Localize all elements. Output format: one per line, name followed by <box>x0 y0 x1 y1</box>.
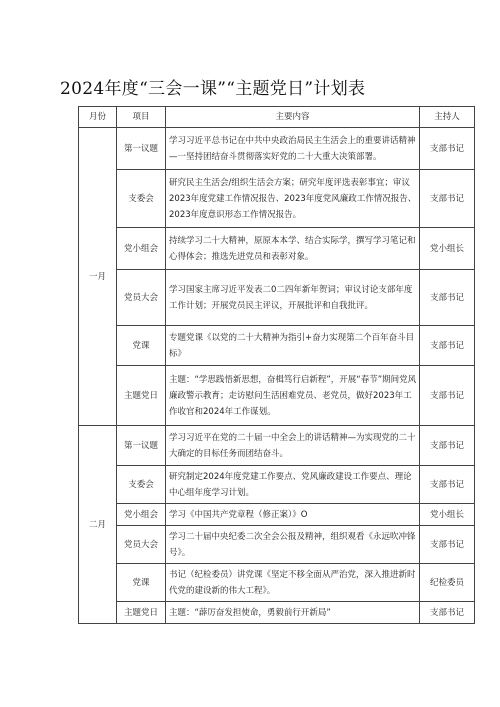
host-cell: 纪检委员 <box>420 564 475 602</box>
host-cell: 支部书记 <box>420 128 475 170</box>
content-cell: 主题：“学思践悟新思想，奋楫笃行启新程”，开展“春节”期间党风廉政警示教育；走访慰问生活困难党员、老党员，做好2023年工作收官和2024年工作谋划。 <box>166 366 420 426</box>
host-cell: 支部书记 <box>420 526 475 564</box>
table-row <box>79 270 475 326</box>
content-cell: 学习《中国共产党章程（修正案）》O <box>166 504 420 526</box>
item-cell: 第一议题 <box>117 128 166 170</box>
month-cell-feb: 二月 <box>79 426 117 624</box>
content-cell: 专题党课《以党的二十大精神为指引+奋力实现第二个百年奋斗目标》 <box>166 326 420 366</box>
table-row <box>79 466 475 504</box>
content-cell: 学习二十届中央纪委二次全会公报及精神，组织观看《永远吹冲锋号》。 <box>166 526 420 564</box>
content-cell: 书记（纪检委员）讲党课《坚定不移全面从严治党，深入推进新时代党的建设新的伟大工程》。 <box>166 564 420 602</box>
host-cell: 支部书记 <box>420 602 475 624</box>
table-row <box>79 366 475 426</box>
header-month: 月份 <box>79 107 117 128</box>
table-row <box>79 170 475 228</box>
content-cell: 学习习近平在党的二十届一中全会上的讲话精神—为实现党的二十大确定的目标任务而团结奋斗。 <box>166 426 420 466</box>
header-item: 项目 <box>117 107 166 128</box>
host-cell: 支部书记 <box>420 326 475 366</box>
header-content: 主要内容 <box>166 107 420 128</box>
item-cell: 党小组会 <box>117 504 166 526</box>
host-cell: 支部书记 <box>420 466 475 504</box>
item-cell: 党小组会 <box>117 228 166 270</box>
content-cell: 研究民主生活会/组织生活会方案；研究年度评选表彰事宜；审议2023年度党建工作情况报告、2023年度党风廉政工作情况报告、2023年度意识形态工作情况报告。 <box>166 170 420 228</box>
content-cell: 持续学习二十大精神，原原本本学、结合实际学，撰写学习笔记和心得体会；推选先进党员和表彰对象。 <box>166 228 420 270</box>
host-cell: 党小组长 <box>420 504 475 526</box>
table-row <box>79 504 475 526</box>
item-cell: 党课 <box>117 326 166 366</box>
table-row <box>79 228 475 270</box>
item-cell: 第一议题 <box>117 426 166 466</box>
item-cell: 党员大会 <box>117 526 166 564</box>
plan-table <box>78 106 475 624</box>
item-cell: 主题党日 <box>117 366 166 426</box>
item-cell: 党员大会 <box>117 270 166 326</box>
header-host: 主持人 <box>420 107 475 128</box>
table-row <box>79 426 475 466</box>
host-cell: 支部书记 <box>420 270 475 326</box>
host-cell: 支部书记 <box>420 426 475 466</box>
table-row <box>79 326 475 366</box>
host-cell: 支部书记 <box>420 170 475 228</box>
table-header-row <box>79 107 475 128</box>
month-cell-jan: 一月 <box>79 128 117 426</box>
item-cell: 主题党日 <box>117 602 166 624</box>
table-row <box>79 602 475 624</box>
content-cell: 主题：“薜厉奋发担使命，勇毅前行开新局” <box>166 602 420 624</box>
table-row <box>79 564 475 602</box>
page-title: 2024年度“三会一课”“主题党日”计划表 <box>60 79 366 99</box>
host-cell: 党小组长 <box>420 228 475 270</box>
item-cell: 党课 <box>117 564 166 602</box>
item-cell: 支委会 <box>117 170 166 228</box>
table-row <box>79 128 475 170</box>
content-cell: 研究制定2024年度党建工作要点、党风廉政建设工作要点、理论中心组年度学习计划。 <box>166 466 420 504</box>
content-cell: 学习习近平总书记在中共中央政治局民主生活会上的重要讲话精神—一坚持团结奋斗贯彻落实好党的二十大重大决策部署。 <box>166 128 420 170</box>
host-cell: 支部书记 <box>420 366 475 426</box>
table-row <box>79 526 475 564</box>
content-cell: 学习国家主席习近平发表二0二四年新年贺词；审议讨论支部年度工作计划；开展党员民主评议，开展批评和自我批评。 <box>166 270 420 326</box>
item-cell: 支委会 <box>117 466 166 504</box>
